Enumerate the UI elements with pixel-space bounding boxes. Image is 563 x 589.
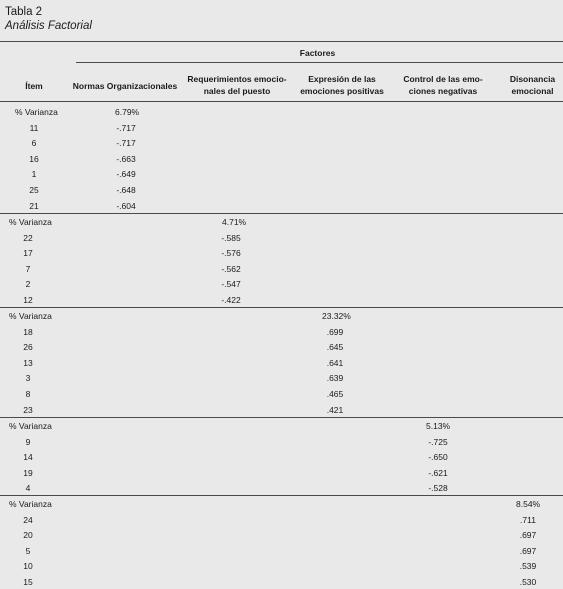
header-rule xyxy=(0,101,563,102)
loading-value: .697 xyxy=(519,530,537,541)
item-number: 17 xyxy=(23,248,33,259)
column-header-requerimientos: Requerimientos emocio- nales del puesto xyxy=(187,74,287,96)
item-number: 5 xyxy=(25,545,31,556)
loading-value: .645 xyxy=(326,342,344,353)
loading-value: .421 xyxy=(326,404,344,415)
variance-value: 4.71% xyxy=(222,217,247,227)
loading-value: .697 xyxy=(519,545,537,556)
item-number: 26 xyxy=(23,342,33,353)
variance-value: 23.32% xyxy=(322,311,351,321)
variance-label: % Varianza xyxy=(9,217,52,227)
table-title: Análisis Factorial xyxy=(5,20,92,32)
item-number: 14 xyxy=(23,452,33,463)
loading-value: .641 xyxy=(326,357,344,368)
column-header-expresion: Expresión de las emociones positivas xyxy=(300,74,384,96)
loading-value: -.585 xyxy=(221,232,241,243)
item-number: 13 xyxy=(23,357,33,368)
loading-value: -.663 xyxy=(116,153,136,164)
item-number: 18 xyxy=(23,326,33,337)
item-number: 15 xyxy=(23,577,33,587)
block-divider xyxy=(0,213,563,214)
loading-value: -.725 xyxy=(428,436,448,447)
variance-value: 6.79% xyxy=(115,107,140,117)
loading-value: -.562 xyxy=(221,263,241,274)
item-number: 9 xyxy=(25,436,31,447)
variance-label: % Varianza xyxy=(15,107,58,117)
block-divider xyxy=(0,307,563,308)
factores-header: Factores xyxy=(299,48,336,58)
item-number: 22 xyxy=(23,232,33,243)
factores-underline xyxy=(76,62,563,63)
table-caption xyxy=(5,5,92,33)
column-header-disonancia: Disonancia emocional xyxy=(509,74,556,96)
column-header-control: Control de las emo- ciones negativas xyxy=(403,74,483,96)
top-rule xyxy=(0,41,563,42)
table-number: Tabla 2 xyxy=(5,6,43,18)
item-number: 16 xyxy=(29,153,39,164)
loading-value: .711 xyxy=(520,514,536,525)
loading-value: -.576 xyxy=(221,248,241,259)
item-number: 6 xyxy=(31,138,37,149)
loading-value: -.648 xyxy=(116,185,136,195)
item-number: 23 xyxy=(23,404,33,415)
loading-value: -.649 xyxy=(116,169,136,180)
item-number: 21 xyxy=(29,200,39,211)
item-number: 10 xyxy=(23,561,33,572)
variance-value: 5.13% xyxy=(426,421,451,431)
item-number: 24 xyxy=(23,514,33,525)
item-number: 1 xyxy=(31,169,37,180)
loading-value: .465 xyxy=(326,389,344,399)
loading-value: -.717 xyxy=(116,122,136,133)
item-number: 3 xyxy=(25,373,31,384)
item-number: 12 xyxy=(23,295,33,305)
block-divider xyxy=(0,417,563,418)
block-divider xyxy=(0,495,563,496)
variance-label: % Varianza xyxy=(9,311,52,321)
variance-label: % Varianza xyxy=(9,499,52,509)
item-number: 19 xyxy=(23,467,33,478)
item-number: 2 xyxy=(25,279,31,290)
loading-value: .539 xyxy=(519,561,537,572)
item-number: 8 xyxy=(25,389,31,399)
loading-value: -.528 xyxy=(428,483,448,494)
variance-value: 8.54% xyxy=(516,499,541,509)
loading-value: -.717 xyxy=(116,138,136,149)
loading-value: -.621 xyxy=(428,467,448,478)
loading-value: .530 xyxy=(519,577,537,587)
column-header-normas: Normas Organizacionales xyxy=(72,81,178,91)
loading-value: -.650 xyxy=(428,452,448,463)
item-number: 4 xyxy=(25,483,31,494)
variance-label: % Varianza xyxy=(9,421,52,431)
loading-value: -.604 xyxy=(116,200,136,211)
item-number: 11 xyxy=(29,122,39,133)
loading-value: .639 xyxy=(326,373,344,384)
item-number: 7 xyxy=(25,263,31,274)
item-number: 25 xyxy=(29,185,39,195)
loading-value: .699 xyxy=(326,326,344,337)
loading-value: -.422 xyxy=(221,295,241,305)
item-column-header: Ítem xyxy=(25,81,43,91)
item-number: 20 xyxy=(23,530,33,541)
loading-value: -.547 xyxy=(221,279,241,290)
